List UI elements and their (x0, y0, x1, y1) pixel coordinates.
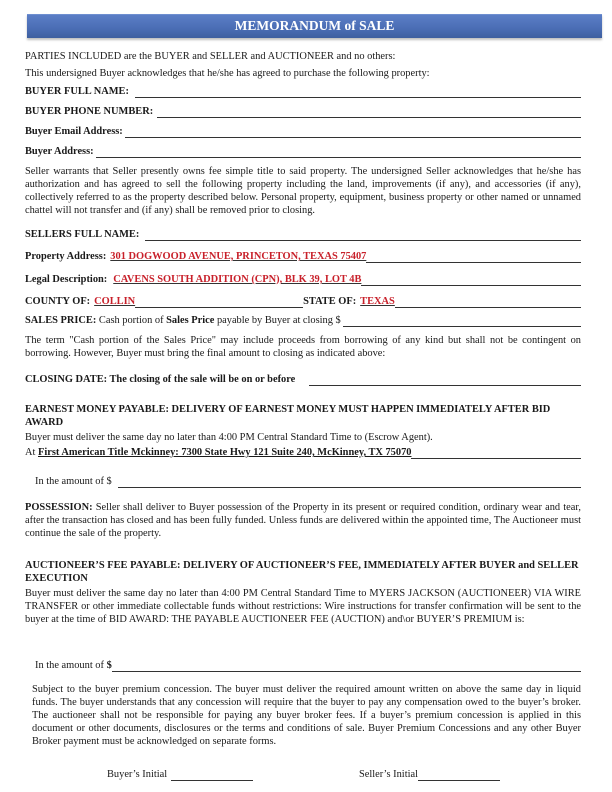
property-address-value[interactable]: 301 DOGWOOD AVENUE, PRINCETON, TEXAS 75407 (110, 251, 367, 262)
property-address-label: Property Address: (25, 251, 107, 262)
buyer-email-label: Buyer Email Address: (25, 126, 123, 137)
earnest-amount-label: In the amount of $ (35, 476, 112, 487)
buyer-phone-label: BUYER PHONE NUMBER: (25, 106, 154, 117)
state-line (395, 296, 581, 308)
sales-price-text-bold: Sales Price (166, 315, 215, 326)
county-line (135, 296, 303, 308)
document-title: MEMORANDUM of SALE (234, 18, 395, 34)
legal-description-row (25, 273, 581, 286)
auctioneer-amount-label: In the amount of (35, 660, 107, 671)
seller-full-name-field[interactable] (145, 229, 581, 241)
county-value[interactable]: COLLIN (94, 296, 136, 307)
closing-date-row (25, 373, 581, 386)
auctioneer-amount-dollar: $ (106, 660, 112, 671)
closing-date-label: CLOSING DATE: The closing of the sale will be on or before (25, 374, 296, 385)
buyer-initial-row (107, 768, 253, 781)
buyer-initial-label: Buyer’s Initial (107, 769, 168, 780)
earnest-amount-row (35, 475, 581, 488)
state-label: STATE OF: (303, 296, 357, 307)
possession-label: POSSESSION: (25, 502, 93, 513)
escrow-at-label: At (25, 447, 38, 458)
sales-price-text-b: payable by Buyer at closing $ (214, 315, 341, 326)
auctioneer-amount-field[interactable] (112, 660, 581, 672)
document-title-banner (27, 14, 602, 38)
county-state-row (25, 295, 581, 308)
buyer-address-row (25, 145, 581, 158)
seller-initial-field[interactable] (418, 769, 500, 781)
seller-initial-label: Seller’s Initial (359, 769, 418, 780)
legal-description-label: Legal Description: (25, 274, 108, 285)
buyer-full-name-label: BUYER FULL NAME: (25, 86, 129, 97)
possession-paragraph (25, 501, 581, 540)
buyer-full-name-row (25, 85, 581, 98)
seller-warrant-paragraph: Seller warrants that Seller presently owns fee simple title to said property. The undersigned Seller acknowledges that he/she has authorization and has agreed to sell the following property including the land, improvements (if any), and accessories (if any), collectively referred to as the property described below. Personal property, equipment, business property or other named or unnamed chattel will not transfer and (if any) shall be removed prior to closing. (25, 166, 581, 216)
parties-statement: PARTIES INCLUDED are the BUYER and SELLER and AUCTIONEER and no others: (25, 51, 396, 62)
property-address-line (366, 251, 581, 263)
buyer-email-row (25, 125, 581, 138)
escrow-agent-value[interactable]: First American Title Mckinney: 7300 State Hwy 121 Suite 240, McKinney, TX 75070 (38, 447, 412, 458)
cash-term-paragraph: The term "Cash portion of the Sales Price" may include proceeds from borrowing of any kind but shall not be contingent on borrowing. However, Buyer must bring the final amount to closing as indicated above: (25, 335, 581, 359)
sales-price-label: SALES PRICE: (25, 315, 97, 326)
acknowledge-statement: This undersigned Buyer acknowledges that he/she has agreed to purchase the following property: (25, 68, 430, 79)
earnest-amount-field[interactable] (118, 476, 581, 488)
buyer-full-name-field[interactable] (135, 86, 581, 98)
auctioneer-deliver-paragraph: Buyer must deliver the same day no later than 4:00 PM Central Standard Time to MYERS JACKSON (AUCTIONEER) VIA WIRE TRANSFER or other immediate collectable funds without restrictions: Wire instructions for transfer confirmation will be sent to the buyer at the time of BID AWARD: THE PAYABLE AUCTIONEER FEE (AUCTION) and\or BUYER’S PREMIUM is: (25, 588, 581, 625)
escrow-agent-line (411, 447, 581, 459)
buyer-address-field[interactable] (96, 146, 581, 158)
possession-text: Seller shall deliver to Buyer possession of the Property in its present or required condition, ordinary wear and tear, after the transaction has closed and has been fully funded. Unless funds are delivered within the appointed time, The Auctioneer must continue the sale of the property. (25, 502, 581, 539)
earnest-deliver-text: Buyer must deliver the same day no later than 4:00 PM Central Standard Time to (Escrow Agent). (25, 432, 433, 443)
county-label: COUNTY OF: (25, 296, 91, 307)
legal-description-line (361, 274, 581, 286)
auctioneer-amount-row (35, 659, 581, 672)
buyer-phone-field[interactable] (157, 106, 581, 118)
closing-date-field[interactable] (309, 374, 581, 386)
buyer-email-field[interactable] (125, 126, 581, 138)
seller-initial-row (359, 768, 500, 781)
buyer-initial-field[interactable] (171, 769, 253, 781)
property-address-row (25, 250, 581, 263)
sales-price-row (25, 314, 581, 327)
sales-price-text-a: Cash portion of (96, 315, 167, 326)
seller-full-name-label: SELLERS FULL NAME: (25, 229, 140, 240)
sales-price-field[interactable] (343, 315, 581, 327)
escrow-agent-row (25, 446, 581, 459)
premium-concession-paragraph: Subject to the buyer premium concession. The buyer must deliver the required amount written on above the same day in liquid funds. The buyer understands that any concession will require that the buyer to pay any compensation owed to the buyer’s broker. The auctioneer shall not be responsible for paying any buyer broker fees. If a buyer’s premium concession is applied in this document or other documents, disclosures or the terms and conditions of sale. Buyer Premium Concessions and any other Buyer Broker payment must be acknowledged on separate forms. (32, 684, 581, 747)
buyer-phone-row (25, 105, 581, 118)
auctioneer-fee-heading: AUCTIONEER’S FEE PAYABLE: DELIVERY OF AUCTIONEER’S FEE, IMMEDIATELY AFTER BUYER and SELLER EXECUTION (25, 560, 579, 584)
buyer-address-label: Buyer Address: (25, 146, 94, 157)
state-value[interactable]: TEXAS (360, 296, 395, 307)
legal-description-value[interactable]: CAVENS SOUTH ADDITION (CPN), BLK 39, LOT 4B (113, 274, 362, 285)
seller-full-name-row (25, 228, 581, 241)
earnest-money-heading: EARNEST MONEY PAYABLE: DELIVERY OF EARNEST MONEY MUST HAPPEN IMMEDIATELY AFTER BID AWARD (25, 404, 551, 428)
